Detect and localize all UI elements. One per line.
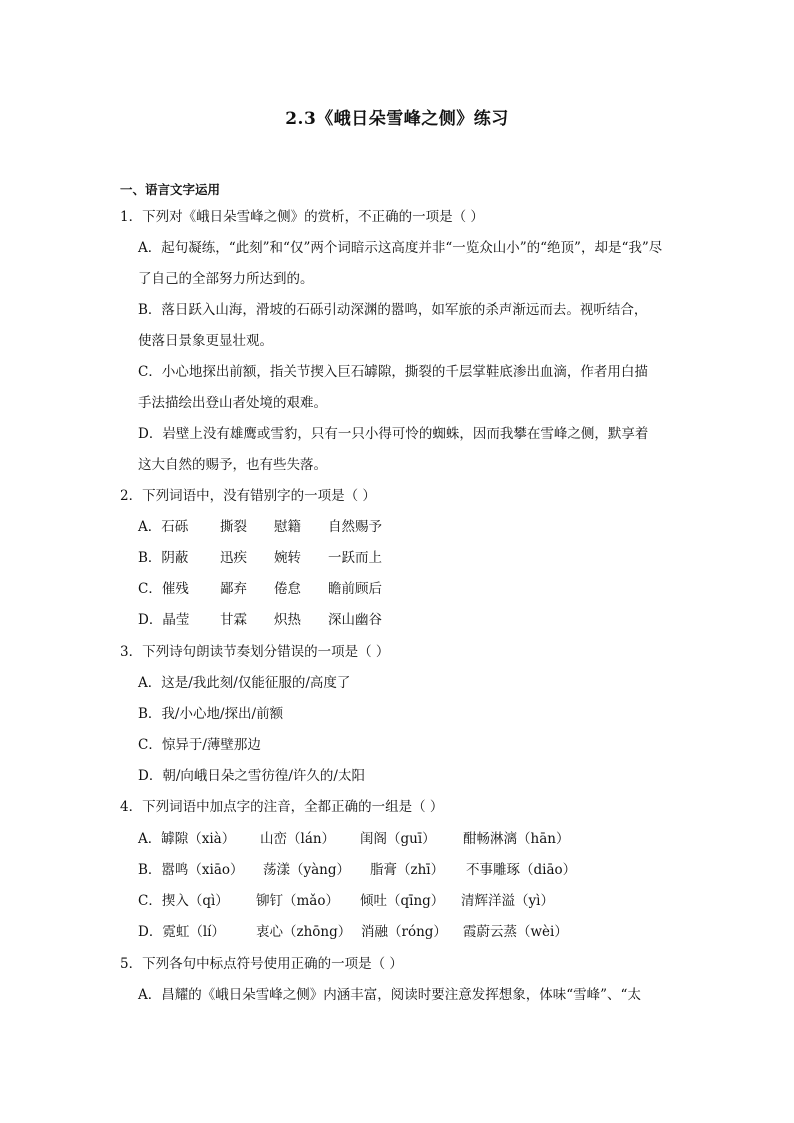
question-1-option-d-line-2: 这大自然的赐予，也有些失落。: [138, 457, 327, 473]
question-2-option-c: [138, 580, 382, 598]
word: 鄙弃: [220, 581, 247, 597]
question-1-option-c-line-2: 手法描绘出登山者处境的艰难。: [138, 395, 327, 411]
section-heading: 一、语言文字运用: [120, 182, 221, 197]
word: C．揳入（qì）: [138, 893, 229, 909]
question-4-option-b: [138, 861, 576, 879]
question-3-stem: 3．下列诗句朗读节奏划分错误的一项是（ ）: [120, 644, 390, 660]
word: 倾吐（qīng）: [360, 893, 445, 909]
word: B．阴蔽: [138, 550, 189, 566]
question-3-option-c: C．惊异于/薄壁那边: [138, 737, 261, 753]
word: 山峦（lán）: [260, 831, 336, 847]
word: 消融（róng）: [361, 924, 447, 940]
question-4-option-c: [138, 892, 554, 910]
word: 撕裂: [220, 519, 247, 535]
question-1-option-b-line-1: B．落日跃入山海，滑坡的石砾引动深渊的嚣鸣，如军旅的杀声渐远而去。视听结合，: [138, 302, 648, 318]
question-3-option-a: A．这是/我此刻/仅能征服的/高度了: [138, 675, 351, 691]
question-3-option-b: B．我/小心地/探出/前额: [138, 706, 284, 722]
word: 婉转: [274, 550, 301, 566]
word: 炽热: [274, 612, 301, 628]
question-1-option-c-line-1: C．小心地探出前额，指关节揳入巨石罅隙，撕裂的千层掌鞋底渗出血滴，作者用白描: [138, 364, 648, 380]
word: 瞻前顾后: [328, 581, 382, 597]
question-3-option-d: D．朝/向峨日朵之雪彷徨/许久的/太阳: [138, 768, 365, 784]
question-2-option-d: [138, 611, 382, 629]
word: 铆钉（mǎo）: [256, 893, 339, 909]
word: 衷心（zhōng）: [256, 924, 352, 940]
word: A．石砾: [138, 519, 189, 535]
word: 一跃而上: [328, 550, 382, 566]
question-4-option-a: [138, 830, 569, 848]
word: C．催残: [138, 581, 189, 597]
question-4-option-d: [138, 923, 568, 941]
word: 酣畅淋漓（hān）: [463, 831, 570, 847]
word: 迅疾: [220, 550, 247, 566]
question-1-option-d-line-1: D．岩壁上没有雄鹰或雪豹，只有一只小得可怜的蜘蛛，因而我攀在雪峰之侧，默享着: [138, 426, 649, 442]
question-1-option-a-line-2: 了自己的全部努力所达到的。: [138, 271, 314, 287]
word: 闺阁（guī）: [360, 831, 436, 847]
question-5-stem: 5．下列各句中标点符号使用正确的一项是（ ）: [120, 956, 403, 972]
word: 清辉洋溢（yì）: [461, 893, 554, 909]
word: D．霓虹（lí）: [138, 924, 225, 940]
question-2-option-b: [138, 549, 382, 567]
word: 深山幽谷: [328, 612, 382, 628]
word: 脂膏（zhī）: [370, 862, 445, 878]
word: B．嚣鸣（xiāo）: [138, 862, 244, 878]
word: 慰籍: [274, 519, 301, 535]
word: A．罅隙（xià）: [138, 831, 236, 847]
question-2-option-a: [138, 518, 382, 536]
word: 霞蔚云蒸（wèi）: [463, 924, 568, 940]
word: 倦怠: [274, 581, 301, 597]
question-1-option-a-line-1: A．起句凝练，“此刻”和“仅”两个词暗示这高度并非“一览众山小”的“绝顶”，却是“我”尽: [138, 240, 663, 256]
question-5-option-a-line-1: A．昌耀的《峨日朵雪峰之侧》内涵丰富，阅读时要注意发挥想象，体味“雪峰”、“太: [138, 987, 641, 1003]
question-1-option-b-line-2: 使落日景象更显壮观。: [138, 333, 273, 349]
question-1-stem: 1．下列对《峨日朵雪峰之侧》的赏析，不正确的一项是（ ）: [120, 209, 484, 225]
question-4-stem: 4．下列词语中加点字的注音，全都正确的一组是（ ）: [120, 799, 444, 815]
word: D．晶莹: [138, 612, 190, 628]
page-title: 2.3《峨日朵雪峰之侧》练习: [285, 109, 509, 129]
word: 甘霖: [220, 612, 247, 628]
question-2-stem: 2．下列词语中，没有错别字的一项是（ ）: [120, 488, 376, 504]
word: 荡漾（yàng）: [263, 862, 351, 878]
word: 自然赐予: [328, 519, 382, 535]
word: 不事雕琢（diāo）: [466, 862, 577, 878]
